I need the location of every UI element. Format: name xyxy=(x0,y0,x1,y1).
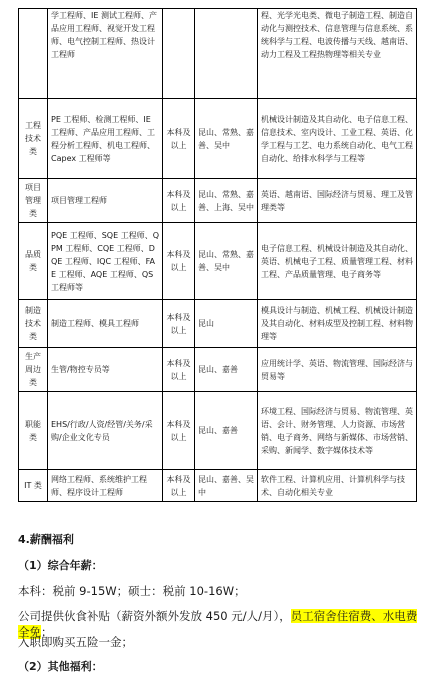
education-cell: 本科及以上 xyxy=(163,99,195,179)
location-cell: 昆山、常熟、嘉善、吴中 xyxy=(195,223,258,300)
majors-cell: 机械设计制造及其自动化、电子信息工程、信息技术、室内设计、工业工程、英语、化学工程与工艺、电力系统自动化、电气工程自动化、给排水科学与工程等 xyxy=(258,99,417,179)
positions-cell: 制造工程师、模具工程师 xyxy=(48,300,163,348)
positions-cell: 项目管理工程师 xyxy=(48,179,163,223)
location-cell: 昆山 xyxy=(195,300,258,348)
education-cell: 本科及以上 xyxy=(163,348,195,392)
positions-cell: EHS/行政/人资/经管/关务/采购/企业文化专员 xyxy=(48,392,163,470)
location-cell: 昆山、常熟、嘉善、吴中 xyxy=(195,99,258,179)
education-cell: 本科及以上 xyxy=(163,392,195,470)
positions-cell: PE 工程师、检测工程师、IE 工程师、产品应用工程师、工程分析工程师、机电工程师、Capex 工程师等 xyxy=(48,99,163,179)
education-cell xyxy=(163,9,195,99)
category-cell: 职能类 xyxy=(19,392,48,470)
majors-cell: 应用统计学、英语、物流管理、国际经济与贸易等 xyxy=(258,348,417,392)
table-row xyxy=(19,99,417,179)
majors-cell: 软件工程、计算机应用、计算机科学与技术、自动化相关专业 xyxy=(258,470,417,502)
location-cell: 昆山、嘉善 xyxy=(195,348,258,392)
education-cell: 本科及以上 xyxy=(163,223,195,300)
location-cell: 昆山、常熟、嘉善、上海、吴中 xyxy=(195,179,258,223)
meal-allowance-text: 公司提供伙食补贴（薪资外额外发放 450 元/人/月）， xyxy=(18,609,291,623)
category-cell: IT 类 xyxy=(19,470,48,502)
category-cell: 生产周边类 xyxy=(19,348,48,392)
education-cell: 本科及以上 xyxy=(163,179,195,223)
annual-salary-heading: （1）综合年薪： xyxy=(18,559,103,572)
other-benefits-heading: （2）其他福利： xyxy=(18,660,103,673)
education-cell: 本科及以上 xyxy=(163,470,195,502)
location-cell xyxy=(195,9,258,99)
positions-cell: PQE 工程师、SQE 工程师、QPM 工程师、CQE 工程师、DQE 工程师、IQC 工程师、FAE 工程师、AQE 工程师、QS 工程师等 xyxy=(48,223,163,300)
positions-cell: 生管/物控专员等 xyxy=(48,348,163,392)
table-row xyxy=(19,470,417,502)
category-cell xyxy=(19,9,48,99)
education-cell: 本科及以上 xyxy=(163,300,195,348)
majors-cell: 英语、越南语、国际经济与贸易、理工及管理类等 xyxy=(258,179,417,223)
majors-cell: 环境工程、国际经济与贸易、物流管理、英语、会计、财务管理、人力资源、市场营销、电子商务、网络与新媒体、市场营销、采购、新闻学、数字媒体技术等 xyxy=(258,392,417,470)
dormitory-highlight: 员工宿舍住宿费、水电费全免 xyxy=(18,609,418,639)
positions-cell: 学工程师、IE 测试工程师、产品应用工程师、视觉开发工程师、电气控制工程师、热设计工程师 xyxy=(48,9,163,99)
category-cell: 品质类 xyxy=(19,223,48,300)
table-row xyxy=(19,223,417,300)
recruitment-table xyxy=(18,8,417,502)
meal-line-end: ； xyxy=(41,625,53,639)
category-cell: 制造技术类 xyxy=(19,300,48,348)
majors-cell: 模具设计与制造、机械工程、机械设计制造及其自动化、材料成型及控制工程、材料物理等 xyxy=(258,300,417,348)
positions-cell: 网络工程师、系统维护工程师、程序设计工程师 xyxy=(48,470,163,502)
table-row xyxy=(19,300,417,348)
table-row xyxy=(19,179,417,223)
category-cell: 项目管理类 xyxy=(19,179,48,223)
recruitment-table-container xyxy=(18,8,417,502)
table-row xyxy=(19,9,417,99)
majors-cell: 电子信息工程、机械设计制造及其自动化、英语、机械电子工程、质量管理工程、材料工程、产品质量管理、电子商务等 xyxy=(258,223,417,300)
table-row xyxy=(19,348,417,392)
salary-line: 本科：税前 9-15W；硕士：税前 10-16W； xyxy=(18,584,246,598)
location-cell: 昆山、嘉善 xyxy=(195,392,258,470)
majors-cell: 程、光学光电类、微电子制造工程、制造自动化与测控技术、信息管理与信息系统、系统科学与工程、电波传播与天线、越南语、动力工程及工程热物理等相关专业 xyxy=(258,9,417,99)
section-heading: 4.薪酬福利 xyxy=(18,533,74,546)
category-cell: 工程技术类 xyxy=(19,99,48,179)
insurance-line: 入职即购买五险一金； xyxy=(18,635,133,649)
table-row xyxy=(19,392,417,470)
location-cell: 昆山、嘉善、吴中 xyxy=(195,470,258,502)
